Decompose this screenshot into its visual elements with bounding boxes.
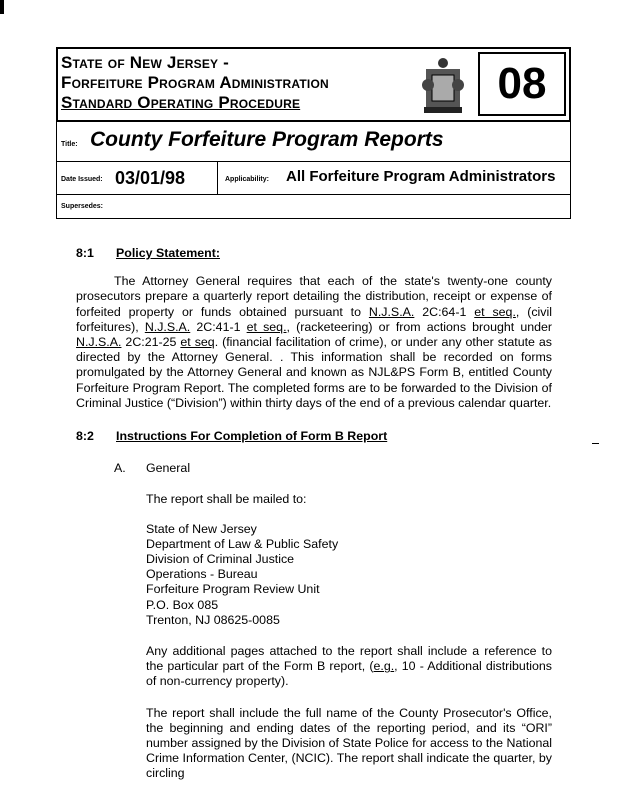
text-run: , (civil forfeitures), — [76, 304, 553, 334]
statute-citation: N.J.S.A. — [76, 335, 122, 350]
supersedes-label: Supersedes: — [61, 203, 104, 210]
et-seq: et seq. — [474, 304, 516, 319]
report-contents-paragraph: The report shall include the full name of the County Prosecutor's Office, the beginning and ending dates of the reporting period, and its “ORI” number assigned by the Division of State Police for access to the National Crime Information Center, (NCIC). The report shall indicate the quarter, by circling — [146, 705, 552, 781]
title-row — [56, 122, 571, 162]
mail-intro: The report shall be mailed to: — [146, 492, 307, 507]
date-issued-label: Date Issued: — [61, 176, 103, 183]
address-line: State of New Jersey — [146, 521, 257, 536]
state-seal-icon — [420, 55, 466, 117]
section-8-1-heading — [76, 246, 552, 261]
margin-mark — [592, 443, 599, 444]
header-line-2: Forfeiture Program Administration — [61, 73, 329, 92]
scan-corner-mark — [0, 0, 4, 14]
document-title: County Forfeiture Program Reports — [90, 128, 444, 151]
address-line: P.O. Box 085 — [146, 597, 219, 612]
eg-abbrev: e.g. — [373, 659, 395, 674]
address-line: Forfeiture Program Review Unit — [146, 582, 320, 597]
mailing-address — [146, 522, 552, 628]
sop-number: 08 — [478, 52, 566, 116]
text-run: 2C:41-1 — [190, 319, 247, 334]
statute-citation: N.J.S.A. — [144, 319, 191, 334]
document-body — [76, 246, 552, 782]
date-issued-value: 03/01/98 — [115, 168, 186, 188]
header-line-1: State of New Jersey - — [61, 53, 230, 72]
applicability-label: Applicability: — [225, 176, 269, 183]
text-run: , (racketeering) or from actions brought under — [286, 319, 553, 334]
title-label: Title: — [61, 141, 78, 148]
address-line: Operations - Bureau — [146, 567, 258, 582]
sop-header — [56, 47, 571, 122]
section-number: 8:1 — [76, 246, 94, 260]
subsection-letter: A. — [114, 461, 126, 476]
text-run: 2C:21-25 — [121, 335, 181, 350]
statute-citation: N.J.S.A. — [368, 304, 415, 319]
text-run: Any additional pages attached to the report shall include a reference to the particular part of the Form B report, ( — [146, 644, 552, 674]
subsection-title: General — [146, 461, 191, 476]
text-run: , 10 - Additional distributions of non-currency property). — [146, 659, 552, 689]
applicability-value: All Forfeiture Program Administrators — [286, 168, 556, 185]
sop-header-title — [61, 53, 329, 113]
text-run: The Attorney General requires that each of the state's twenty-one county prosecutors prepare a quarterly report detailing the distribution, receipt or expense of forfeited property or funds obtained pursuant to — [76, 274, 552, 319]
address-line: Division of Criminal Justice — [146, 552, 295, 567]
subsection-a-heading — [114, 461, 552, 476]
text-run: . (financial facilitation of crime), or under any other statute as directed by the Attorney General. . This information shall be recorded on forms promulgated by the Attorney General and known as NJL&PS Form B, entitled County Forfeiture Program Report. The completed forms are to be forwarded to the Division of Criminal Justice (“Division”) within thirty days of the end of a previous calendar quarter. — [76, 335, 552, 410]
section-title: Instructions For Completion of Form B Report — [116, 429, 388, 444]
section-8-2-heading — [76, 429, 552, 444]
policy-paragraph — [76, 274, 552, 411]
header-line-3: Standard Operating Procedure — [61, 93, 301, 112]
et-seq: et seq — [180, 335, 215, 350]
date-row — [56, 162, 571, 195]
section-number: 8:2 — [76, 429, 94, 444]
address-line: Department of Law & Public Safety — [146, 536, 339, 551]
additional-pages-paragraph — [146, 644, 552, 690]
supersedes-row — [56, 195, 571, 219]
et-seq: et seq. — [246, 319, 287, 334]
address-line: Trenton, NJ 08625-0085 — [146, 612, 280, 627]
text-run: 2C:64-1 — [414, 304, 475, 319]
date-row-divider — [217, 162, 218, 195]
section-title: Policy Statement: — [116, 246, 220, 260]
